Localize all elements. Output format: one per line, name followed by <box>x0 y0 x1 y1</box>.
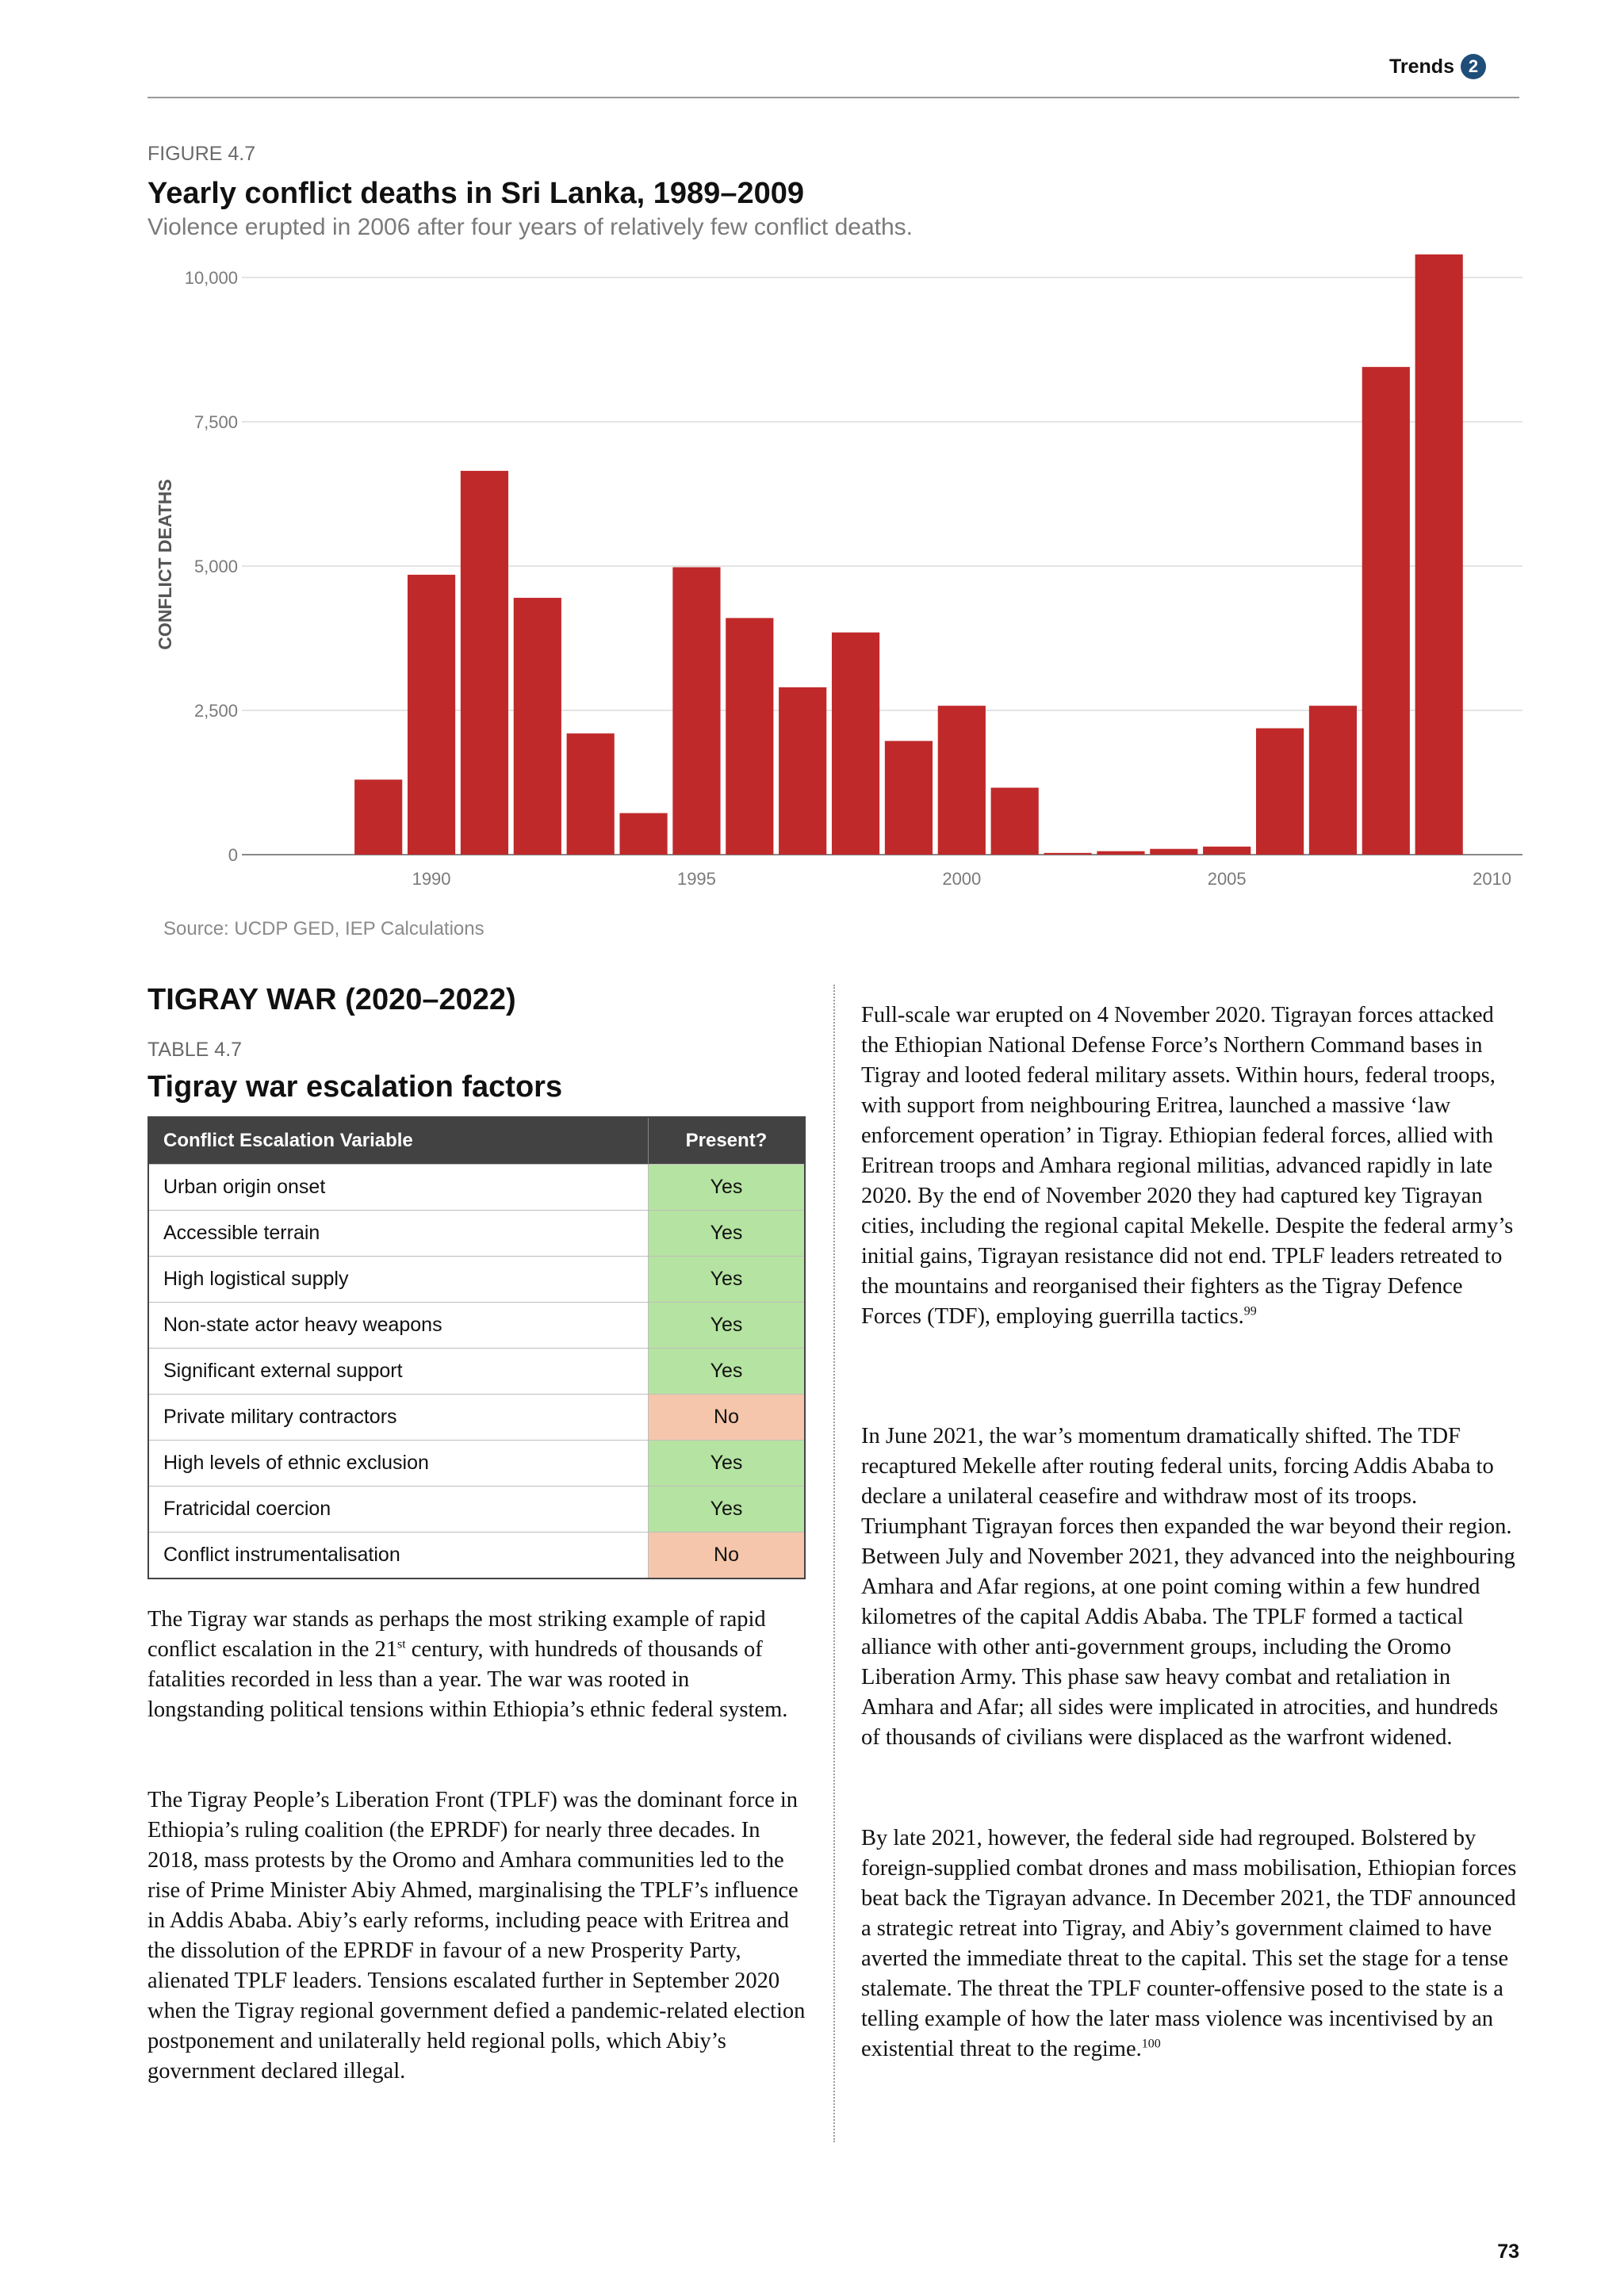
variable-cell: Conflict instrumentalisation <box>148 1533 649 1579</box>
bar-1997 <box>779 687 826 855</box>
y-tick-label: 5,000 <box>193 557 238 576</box>
variable-cell: Accessible terrain <box>148 1211 649 1257</box>
bar-1995 <box>672 567 720 855</box>
bar-1991 <box>461 471 508 855</box>
bar-1992 <box>514 598 561 855</box>
present-cell: No <box>649 1395 806 1441</box>
bar-2007 <box>1309 706 1357 855</box>
section-label <box>1389 54 1486 79</box>
table-row <box>148 1395 805 1441</box>
section-number-badge: 2 <box>1461 54 1486 79</box>
present-cell: Yes <box>649 1487 806 1533</box>
present-cell: Yes <box>649 1441 806 1487</box>
y-tick-labels <box>185 268 238 865</box>
figure-subtitle: Violence erupted in 2006 after four years of relatively few conflict deaths. <box>147 214 913 240</box>
bar-2008 <box>1362 367 1410 855</box>
variable-cell: Private military contractors <box>148 1395 649 1441</box>
bar-2001 <box>991 788 1039 855</box>
table-row <box>148 1487 805 1533</box>
y-tick-label: 0 <box>228 845 238 865</box>
present-cell: Yes <box>649 1257 806 1303</box>
bar-2002 <box>1044 853 1091 855</box>
section-heading: TIGRAY WAR (2020–2022) <box>147 983 516 1016</box>
y-axis-label: CONFLICT DEATHS <box>155 479 175 650</box>
body-paragraph <box>147 1605 806 1725</box>
bar-2000 <box>938 706 986 855</box>
table-row <box>148 1257 805 1303</box>
variable-cell: High logistical supply <box>148 1257 649 1303</box>
x-tick-label: 2010 <box>1473 869 1512 889</box>
variable-cell: Non-state actor heavy weapons <box>148 1303 649 1349</box>
x-tick-label: 1995 <box>676 869 716 889</box>
x-tick-label: 1990 <box>412 869 451 889</box>
bar-1989 <box>354 779 402 855</box>
table-header-row <box>148 1117 805 1165</box>
table-row <box>148 1441 805 1487</box>
header-present: Present? <box>649 1117 806 1165</box>
table-row <box>148 1349 805 1395</box>
header-rule <box>147 97 1519 98</box>
bar-1999 <box>885 741 933 855</box>
table-label: TABLE 4.7 <box>147 1039 243 1061</box>
superscript: st <box>396 1637 406 1651</box>
paragraph-text: Full-scale war erupted on 4 November 2020. Tigrayan forces attacked the Ethiopian National Defense Force’s Northern Command bases in Tigray and looted federal military assets. Within hours, federal troops, with support from neighbouring Eritrea, launched a massive ‘law enforcement operation’ in Tigray. Ethiopian federal forces, allied with Eritrean troops and Amhara regional militias, advanced rapidly in late 2020. By the end of November 2020 they had captured key Tigrayan cities, including the regional capital Mekelle. Despite the federal army’s initial gains, Tigrayan resistance did not end. TPLF leaders retreated to the mountains and reorganised their fighters as the Tigray Defence Forces (TDF), employing guerrilla tactics. <box>861 1003 1514 1329</box>
y-tick-label: 10,000 <box>184 268 238 288</box>
bar-1993 <box>567 733 615 855</box>
figure-title: Yearly conflict deaths in Sri Lanka, 1989–2009 <box>147 177 804 210</box>
table-row <box>148 1165 805 1211</box>
column-divider <box>833 985 835 2142</box>
x-tick-labels <box>412 869 1511 889</box>
y-tick-label: 7,500 <box>193 412 238 432</box>
paragraph-text: By late 2021, however, the federal side had regrouped. Bolstered by foreign-supplied combat drones and mass mobilisation, Ethiopian forces beat back the Tigrayan advance. In December 2021, the TDF announced a strategic retreat into Tigray, and Abiy’s government claimed to have averted the immediate threat to the capital. This set the stage for a tense stalemate. The threat the TPLF counter-offensive posed to the state is a telling example of how the later mass violence was incentivised by an existential threat to the regime. <box>861 1826 1517 2061</box>
present-cell: Yes <box>649 1349 806 1395</box>
body-paragraph: The Tigray People’s Liberation Front (TPLF) was the dominant force in Ethiopia’s ruling coalition (the EPRDF) for nearly three decades. In 2018, mass protests by the Oromo and Amhara communities led to the rise of Prime Minister Abiy Ahmed, marginalising the TPLF’s influence in Addis Ababa. Abiy’s early reforms, including peace with Eritrea and the dissolution of the EPRDF in favour of a new Prosperity Party, alienated TPLF leaders. Tensions escalated further in September 2020 when the Tigray regional government defied a pandemic-related election postponement and unilaterally held regional polls, which Abiy’s government declared illegal. <box>147 1788 806 2084</box>
section-title: Trends <box>1389 55 1454 78</box>
x-tick-label: 2005 <box>1207 869 1247 889</box>
present-cell: Yes <box>649 1303 806 1349</box>
present-cell: No <box>649 1533 806 1579</box>
present-cell: Yes <box>649 1211 806 1257</box>
footnote-ref[interactable]: 99 <box>1243 1304 1257 1318</box>
x-tick-label: 2000 <box>942 869 982 889</box>
figure-source: Source: UCDP GED, IEP Calculations <box>163 918 485 939</box>
bar-2009 <box>1415 254 1463 855</box>
body-paragraph: In June 2021, the war’s momentum dramatically shifted. The TDF recaptured Mekelle after routing federal units, forcing Addis Ababa to declare a unilateral ceasefire and withdraw most of its troops. Triumphant Tigrayan forces then expanded the war beyond their region. Between July and November 2021, they advanced into the neighbouring Amhara and Afar regions, at one point coming within a few hundred kilometres of the capital Addis Ababa. The TPLF formed a tactical alliance with other anti-government groups, including the Oromo Liberation Army. This phase saw heavy combat and retaliation in Amhara and Afar; all sides were implicated in atrocities, and hundreds of thousands of civilians were displaced as the warfront widened. <box>861 1424 1515 1750</box>
bars <box>354 254 1463 855</box>
bar-1990 <box>408 575 455 855</box>
bar-1996 <box>726 618 773 855</box>
bar-chart <box>143 238 1522 896</box>
paragraph-text: century, with hundreds of thousands of fatalities recorded in less than a year. The war was rooted in longstanding political tensions within Ethiopia’s ethnic federal system. <box>147 1637 788 1722</box>
bar-1994 <box>619 813 667 855</box>
paragraph-text: The Tigray war stands as perhaps the most striking example of rapid conflict escalation in the 21 <box>147 1607 766 1662</box>
bar-2006 <box>1256 729 1304 855</box>
table-title: Tigray war escalation factors <box>147 1070 563 1104</box>
bar-2005 <box>1203 847 1251 855</box>
variable-cell: Urban origin onset <box>148 1165 649 1211</box>
figure-label: FIGURE 4.7 <box>147 143 256 165</box>
page-number: 73 <box>1497 2241 1519 2263</box>
variable-cell: High levels of ethnic exclusion <box>148 1441 649 1487</box>
table-row <box>148 1211 805 1257</box>
bar-2004 <box>1150 849 1197 855</box>
y-tick-label: 2,500 <box>193 701 238 721</box>
variable-cell: Fratricidal coercion <box>148 1487 649 1533</box>
table-row <box>148 1533 805 1579</box>
footnote-ref[interactable]: 100 <box>1141 2037 1161 2051</box>
bar-1998 <box>832 633 879 855</box>
table-row <box>148 1303 805 1349</box>
header-variable: Conflict Escalation Variable <box>148 1117 649 1165</box>
escalation-factors-table <box>147 1116 806 1579</box>
present-cell: Yes <box>649 1165 806 1211</box>
body-paragraph <box>861 1001 1519 1332</box>
variable-cell: Significant external support <box>148 1349 649 1395</box>
bar-2003 <box>1097 851 1144 855</box>
body-paragraph <box>861 1823 1519 2064</box>
